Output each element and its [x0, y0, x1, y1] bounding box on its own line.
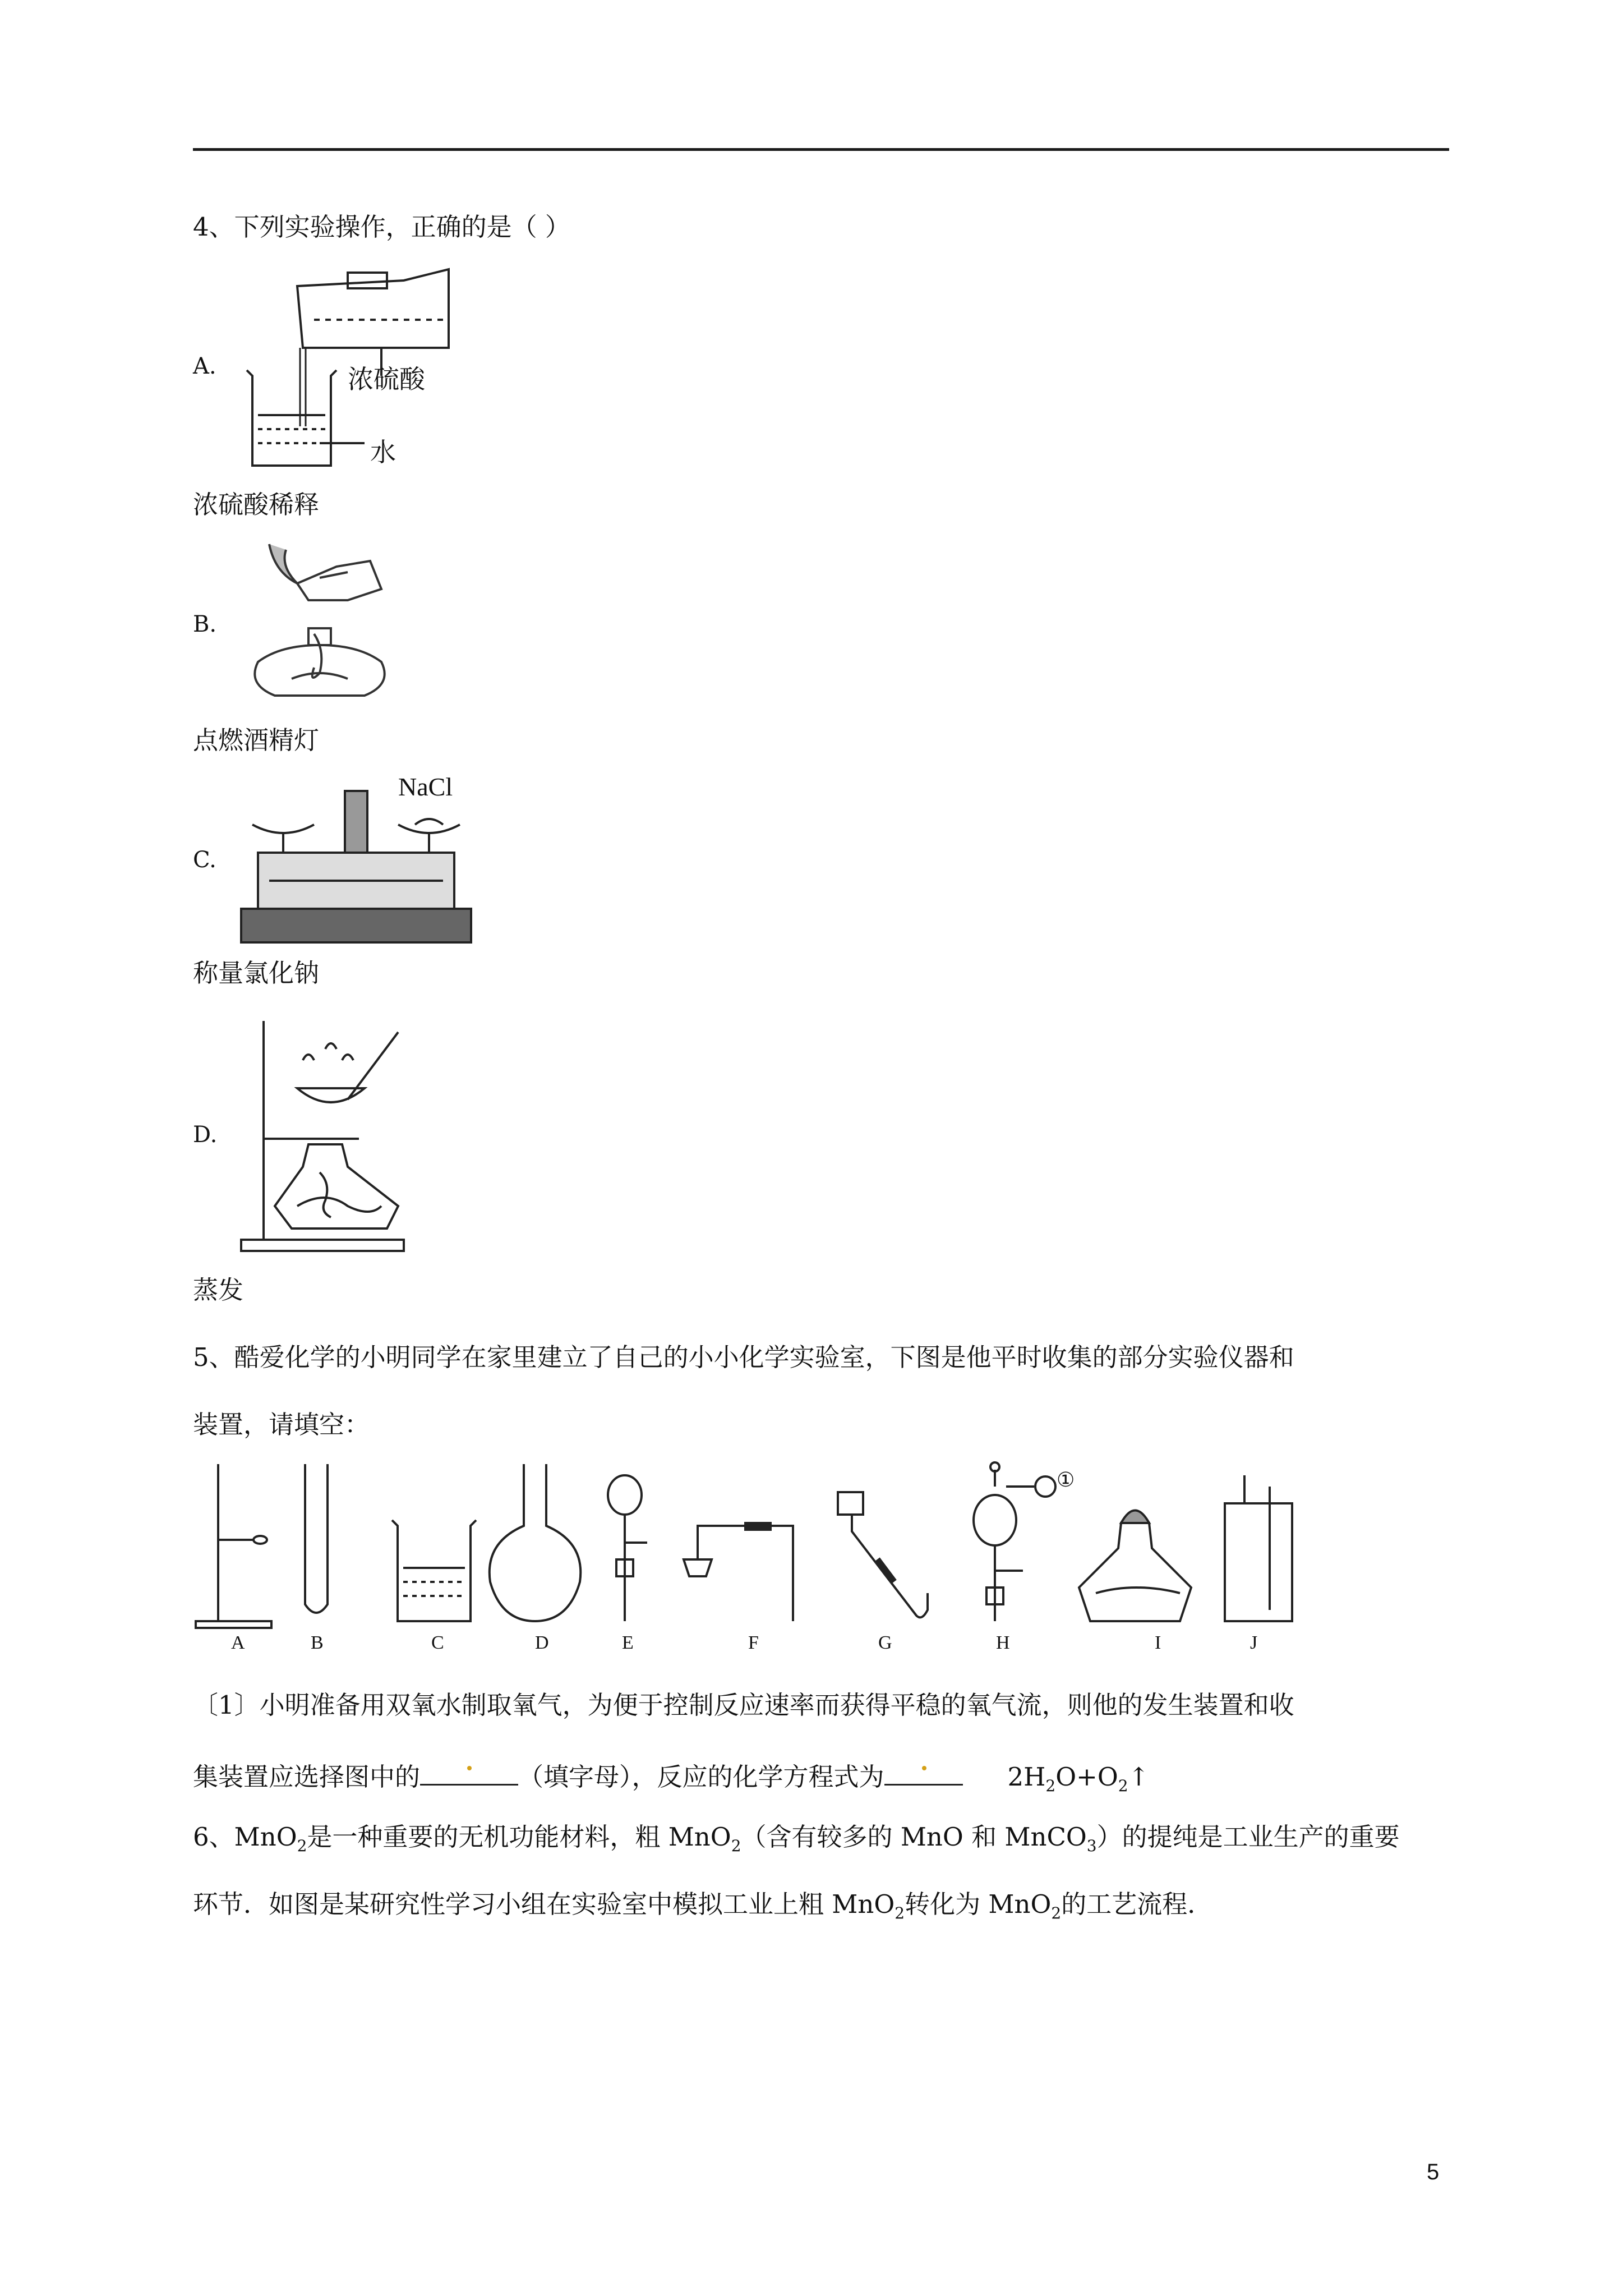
apparatus-label-h: H [996, 1632, 1010, 1653]
apparatus-label-a: A [231, 1632, 245, 1653]
figure-balance [236, 769, 477, 948]
equation: $2H_2O+O_2↑$ [1007, 1762, 1150, 1795]
q5-sub1-line1: 〔1〕小明准备用双氧水制取氧气，为便于控制反应速率而获得平稳的氧气流，则他的发生装置和收 [193, 1690, 1294, 1720]
q5-stem-line1: 5、酷爱化学的小明同学在家里建立了自己的小小化学实验室，下图是他平时收集的部分实验仪器和 [193, 1342, 1294, 1372]
option-a-caption: 浓硫酸稀释 [193, 490, 320, 519]
option-d-label: D. [193, 1122, 218, 1148]
figure-evaporation [236, 1015, 415, 1257]
label-conc-acid: 浓硫酸 [348, 365, 425, 394]
q5-sub1-text-b: （填字母），反应的化学方程式为 [518, 1762, 884, 1792]
q6-line1: 6、MnO$_2$是一种重要的无机功能材料，粗 MnO$_2$（含有较多的 MnO 和 MnCO$_3$）的提纯是工业生产的重要 [193, 1822, 1400, 1855]
apparatus-label-g: G [878, 1632, 892, 1653]
option-c-caption: 称量氯化钠 [193, 958, 320, 988]
option-c-label: C. [193, 847, 216, 873]
answer-blank-apparatus[interactable] [420, 1756, 518, 1786]
q4-stem: 4、下列实验操作，正确的是（ ） [193, 212, 570, 242]
apparatus-label-i: I [1155, 1632, 1161, 1653]
figure-apparatus-row [193, 1453, 1343, 1655]
option-a-label: A. [193, 353, 216, 379]
apparatus-mark-1: ① [1057, 1469, 1075, 1492]
apparatus-label-f: F [748, 1632, 759, 1653]
option-d-caption: 蒸发 [193, 1275, 244, 1305]
q5-sub1-line2 [193, 1756, 1149, 1803]
q6-line2: 环节．如图是某研究性学习小组在实验室中模拟工业上粗 MnO$_2$转化为 MnO$_2$的工艺流程． [193, 1889, 1213, 1922]
figure-light-lamp [236, 539, 415, 707]
q5-stem-line2: 装置，请填空： [193, 1410, 370, 1439]
label-nacl: NaCl [398, 772, 453, 801]
apparatus-label-e: E [622, 1632, 634, 1653]
label-water: 水 [370, 438, 396, 467]
apparatus-label-j: J [1250, 1632, 1258, 1653]
option-b-caption: 点燃酒精灯 [193, 725, 320, 755]
page-number: 5 [1427, 2160, 1440, 2184]
answer-blank-equation[interactable] [884, 1756, 963, 1786]
header-rule [193, 148, 1449, 151]
figure-dilute-acid [236, 264, 460, 477]
apparatus-label-b: B [311, 1632, 324, 1653]
q5-sub1-text-a: 集装置应选择图中的 [193, 1762, 421, 1792]
apparatus-label-c: C [431, 1632, 444, 1653]
option-b-label: B. [193, 611, 217, 637]
apparatus-label-d: D [535, 1632, 549, 1653]
